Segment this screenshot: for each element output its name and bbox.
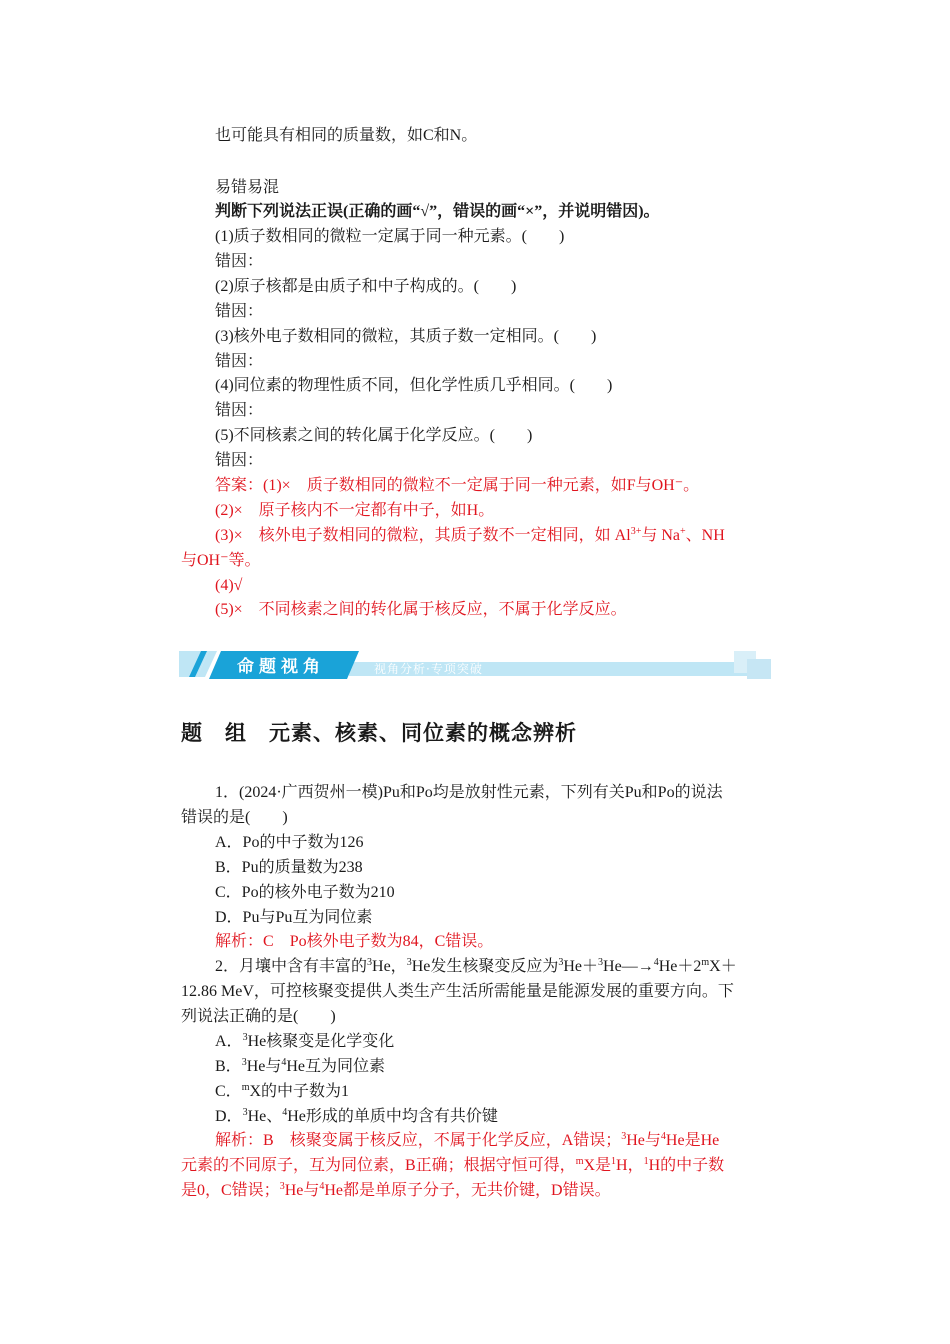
analysis-text: H， — [616, 1157, 644, 1174]
q2-option-c — [215, 1080, 349, 1104]
q2-option-d — [215, 1105, 498, 1129]
q2-text: C． — [215, 1083, 242, 1100]
q2-text: He、 — [247, 1108, 283, 1125]
mass-sup: 3 — [406, 957, 412, 968]
analysis-text: X是 — [583, 1157, 612, 1174]
banner-title: 命题视角 — [237, 657, 325, 677]
mass-sup: 3 — [558, 957, 564, 968]
q2-text: He， — [372, 958, 407, 975]
q1-option-d: D．Pu与Pu互为同位素 — [215, 909, 373, 926]
answer-3-line2: 与OH⁻等。 — [181, 552, 261, 569]
charge-sup: 3+ — [630, 526, 642, 537]
q2-stem-line2: 12.86 MeV，可控核聚变提供人类生产生活所需能量是能源发展的重要方向。下 — [181, 983, 734, 1000]
mass-sup: 4 — [660, 1131, 666, 1142]
mass-sup: 4 — [319, 1181, 325, 1192]
q1-option-c: C．Po的核外电子数为210 — [215, 884, 395, 901]
yicuo-title: 易错易混 — [215, 179, 280, 196]
mass-sup: 3 — [241, 1057, 247, 1068]
answer-3 — [215, 524, 725, 548]
q1-stem-line1: 1．(2024·广西贺州一模)Pu和Po均是放射性元素，下列有关Pu和Po的说法 — [215, 784, 723, 801]
analysis-text: 是0，C错误； — [181, 1182, 280, 1199]
analysis-label: 解析： — [215, 933, 264, 950]
answer-5: (5)× 不同核素之间的转化属于核反应，不属于化学反应。 — [215, 601, 627, 618]
heading-text: 元素、核素、同位素的概念辨析 — [269, 721, 577, 745]
q2-text: He＋2 — [658, 958, 702, 975]
analysis-text: H的中子数 — [648, 1157, 725, 1174]
analysis-text: 元素的不同原子，互为同位素，B正确；根据守恒可得， — [181, 1157, 576, 1174]
mass-sup: 4 — [653, 957, 659, 968]
q2-text: He互为同位素 — [286, 1058, 386, 1075]
answer-1-text: (1)× 质子数相同的微粒不一定属于同一种元素，如F与OH⁻。 — [263, 477, 700, 494]
mass-sup: 3 — [242, 1032, 248, 1043]
intro-line: 也可能具有相同的质量数，如C和N。 — [215, 127, 478, 144]
yicuo-reason-5: 错因： — [215, 452, 264, 469]
answer-3-part: 、NH — [685, 527, 725, 544]
heading-char: 题 — [181, 721, 203, 745]
analysis-label: 解析： — [215, 1132, 264, 1149]
analysis-text: He与 — [626, 1132, 661, 1149]
mass-sup: 3 — [367, 957, 373, 968]
mass-sup: m — [241, 1082, 250, 1093]
q2-text: He形成的单质中均含有共价键 — [287, 1108, 498, 1125]
yicuo-instruction: 判断下列说法正误(正确的画“√”，错误的画“×”，并说明错因)。 — [215, 203, 660, 220]
q2-analysis-line1 — [215, 1129, 719, 1153]
q2-option-b — [215, 1055, 385, 1079]
q2-text: A． — [215, 1033, 243, 1050]
q2-stem-line3: 列说法正确的是( ) — [181, 1008, 336, 1025]
banner-subtitle: 视角分析·专项突破 — [374, 662, 483, 676]
q2-analysis-line2 — [181, 1154, 724, 1178]
answer-2: (2)× 原子核内不一定都有中子，如H。 — [215, 502, 495, 519]
mingti-banner — [179, 649, 771, 683]
q2-text: He―→ — [603, 958, 654, 975]
answer-4: (4)√ — [215, 577, 243, 594]
q2-text: B． — [215, 1058, 242, 1075]
q2-text: He核聚变是化学变化 — [247, 1033, 395, 1050]
q1-analysis — [215, 930, 493, 954]
q2-text: 2．月壤中含有丰富的 — [215, 958, 368, 975]
heading-char: 组 — [225, 721, 247, 745]
q2-stem-line1 — [215, 955, 737, 979]
analysis-text: C Po核外电子数为84，C错误。 — [263, 933, 494, 950]
q1-option-a: A．Po的中子数为126 — [215, 834, 364, 851]
yicuo-question-1: (1)质子数相同的微粒一定属于同一种元素。( ) — [215, 228, 565, 245]
mass-sup: 4 — [282, 1107, 288, 1118]
q2-option-a — [215, 1030, 394, 1054]
yicuo-question-2: (2)原子核都是由质子和中子构成的。( ) — [215, 278, 517, 295]
mass-sup: 1 — [611, 1156, 617, 1167]
yicuo-reason-3: 错因： — [215, 353, 264, 370]
mass-sup: 3 — [598, 957, 604, 968]
yicuo-question-3: (3)核外电子数相同的微粒，其质子数一定相同。( ) — [215, 328, 597, 345]
yicuo-reason-4: 错因： — [215, 402, 264, 419]
mass-sup: 4 — [281, 1057, 287, 1068]
mass-sup: 3 — [279, 1181, 285, 1192]
q2-text: He与 — [246, 1058, 282, 1075]
answer-1 — [215, 474, 699, 498]
analysis-text: B 核聚变属于核反应，不属于化学反应，A错误； — [263, 1132, 622, 1149]
analysis-text: He都是单原子分子，无共价键，D错误。 — [324, 1182, 611, 1199]
answer-label: 答案： — [215, 477, 264, 494]
q1-stem-line2: 错误的是( ) — [181, 809, 288, 826]
mass-sup: m — [701, 957, 710, 968]
charge-sup: + — [680, 526, 686, 537]
section-heading — [181, 717, 577, 747]
mass-sup: 3 — [621, 1131, 627, 1142]
q2-text: D． — [215, 1108, 243, 1125]
mass-sup: 1 — [643, 1156, 649, 1167]
analysis-text: He是He — [665, 1132, 720, 1149]
answer-3-part: 与 Na — [641, 527, 680, 544]
q2-text: X的中子数为1 — [249, 1083, 350, 1100]
yicuo-question-5: (5)不同核素之间的转化属于化学反应。( ) — [215, 427, 533, 444]
q1-option-b: B．Pu的质量数为238 — [215, 859, 363, 876]
answer-3-part: (3)× 核外电子数相同的微粒，其质子数不一定相同，如 Al — [215, 527, 631, 544]
yicuo-reason-1: 错因： — [215, 253, 264, 270]
yicuo-reason-2: 错因： — [215, 303, 264, 320]
mass-sup: m — [575, 1156, 584, 1167]
q2-text: He发生核聚变反应为 — [411, 958, 559, 975]
q2-text: X＋ — [709, 958, 737, 975]
analysis-text: He与 — [284, 1182, 320, 1199]
yicuo-question-4: (4)同位素的物理性质不同，但化学性质几乎相同。( ) — [215, 377, 613, 394]
q2-text: He＋ — [563, 958, 599, 975]
mass-sup: 3 — [242, 1107, 248, 1118]
q2-analysis-line3 — [181, 1179, 611, 1203]
